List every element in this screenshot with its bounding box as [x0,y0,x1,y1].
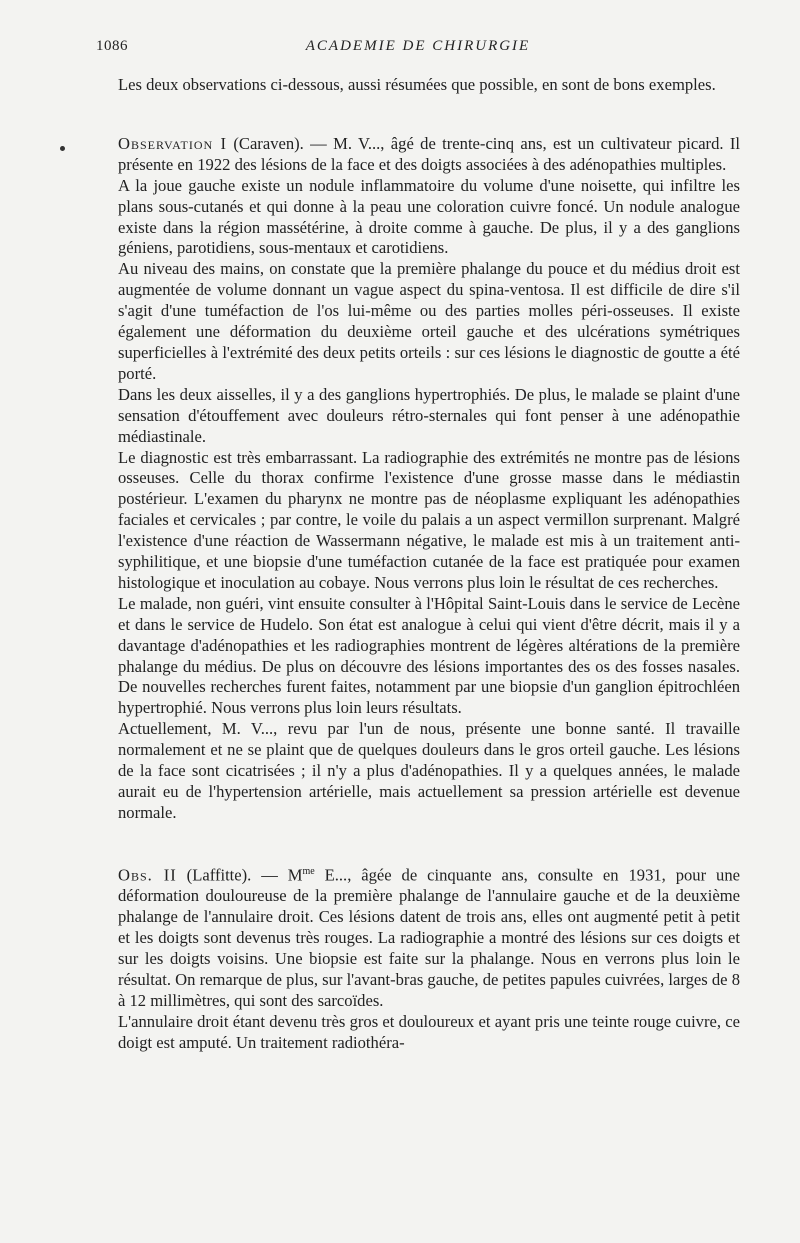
running-head: ACADEMIE DE CHIRURGIE [305,38,531,54]
intro-paragraph: Les deux observations ci-dessous, aussi résumées que possible, en sont de bons exemples. [118,75,716,94]
obs1-paragraph: Actuellement, M. V..., revu par l'un de nous, présente une bonne santé. Il travaille normalement et ne se plaint que de quelques douleurs dans le gros orteil gauche. Les lésions de la face sont cicatrisées ; il n'y a plus d'adénopathies. Il y a quelques années, le malade aurait eu de l'hypertension artérielle, mais actuellement sa pression artérielle est devenue normale. [118,719,740,822]
obs2-lead-text-a: (Laffitte). — M [176,865,303,885]
obs2-superscript: me [302,865,315,877]
obs1-paragraph: Dans les deux aisselles, il y a des ganglions hypertrophiés. De plus, le malade se plaint d'une sensation d'étouffement avec douleurs rétro-sternales qui font penser à une adénopathie médiastinale. [118,384,740,446]
obs2-lead-paragraph [118,862,740,1012]
obs1-lead-text: (Caraven). — M. V..., âgé de trente-cinq ans, est un cultivateur picard. Il présente en 1922 des lésions de la face et des doigts associées à des adénopathies multiples. [118,133,740,174]
obs1-paragraph: Au niveau des mains, on constate que la première phalange du pouce et du médius droit est augmentée de volume donnant un vague aspect du spina-ventosa. Il est difficile de dire s'il s'agit d'une tuméfaction de l'os lui-même ou des parties molles péri-osseuses. Il existe également une déformation du deuxième orteil gauche et des ulcérations symétriques superficielles à l'extrémité des deux petits orteils : sur ces lésions le diagnostic de goutte a été porté. [118,259,740,383]
obs1-lead-paragraph [118,134,740,176]
page-header [96,38,740,60]
obs1-paragraph: A la joue gauche existe un nodule inflammatoire du volume d'une noisette, qui infiltre les plans sous-cutanés et qui donne à la peau une coloration cuivre foncé. Un nodule analogue existe dans la région massétérine, à droite comme à gauche. De plus, il y a des ganglions géniens, parotidiens, sous-mentaux et carotidiens. [118,175,740,258]
obs1-paragraph: Le malade, non guéri, vint ensuite consulter à l'Hôpital Saint-Louis dans le service de Lecène et dans le service de Hudelo. Son état est analogue à celui qui vient d'être décrit, mais il y a davantage d'adénopathies et les radiographies montrent de légères altérations de la première phalange du médius. De plus on découvre des lésions importantes des os des fosses nasales. De nouvelles recherches furent faites, notamment par une biopsie d'un ganglion épitrochléen hypertrophié. Nous verrons plus loin leurs résultats. [118,593,740,718]
margin-dot [60,146,65,151]
obs2-lead-text-b: E..., âgée de cinquante ans, consulte en 1931, pour une déformation douloureuse de la première phalange de l'annulaire gauche et de la deuxième phalange de l'annulaire droit. Ces lésions datent de trois ans, elles ont augmenté petit à petit et les doigts sont devenus très rouges. La radiographie a montré des lésions sur ces doigts et sur les doigts voisins. Une biopsie est faite sur la phalange. Nous en verrons plus loin le résultat. On remarque de plus, sur l'avant-bras gauche, de petites papules cuivrées, larges de 8 à 12 millimètres, qui sont des sarcoïdes. [118,865,740,1010]
obs2-heading: Obs. II [118,865,177,885]
article-body [118,75,740,1054]
obs1-heading: Observation I [118,133,228,153]
obs1-paragraph: Le diagnostic est très embarrassant. La radiographie des extrémités ne montre pas de lésions osseuses. Celle du thorax confirme l'existence d'une grosse masse dans le médiastin postérieur. L'examen du pharynx ne montre pas de néoplasme expliquant les adénopathies faciales et cervicales ; par contre, le voile du palais a un aspect vermillon surprenant. Malgré l'existence d'une réaction de Wassermann négative, le malade est mis à un traitement anti-syphilitique, et une biopsie d'une tuméfaction cutanée de la face est pratiquée pour examen histologique et inoculation au cobaye. Nous verrons plus loin le résultat de ces recherches. [118,447,740,592]
obs2-paragraph: L'annulaire droit étant devenu très gros et douloureux et ayant pris une teinte rouge cuivre, ce doigt est amputé. Un traitement radiothéra- [118,1011,740,1052]
page-number: 1086 [96,38,128,54]
